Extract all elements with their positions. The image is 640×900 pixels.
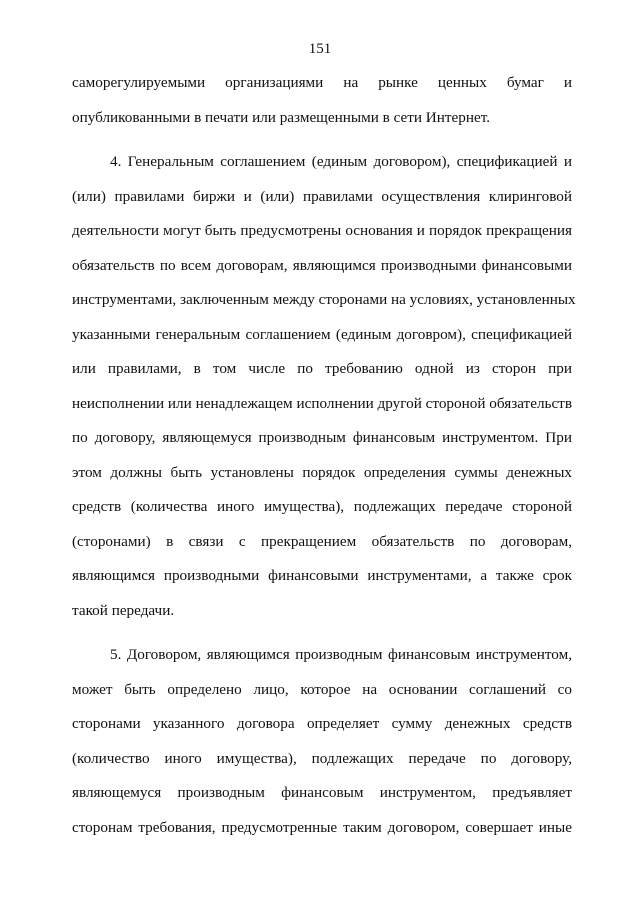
text-line: (или) правилами биржи и (или) правилами осуществления клиринговой — [72, 187, 572, 205]
text-line: 4. Генеральным соглашением (единым договором), спецификацией и — [110, 153, 572, 170]
text-line: обязательств по всем договорам, являющимся производными финансовыми — [72, 256, 572, 274]
text-line: саморегулируемыми организациями на рынке ценных бумаг и — [72, 74, 572, 91]
text-line: 5. Договором, являющимся производным финансовым инструментом, — [110, 646, 572, 663]
text-line: указанными генеральным соглашением (единым договром), спецификацией — [72, 325, 572, 343]
text-line: деятельности могут быть предусмотрены основания и порядок прекращения — [72, 222, 572, 239]
document-body — [72, 66, 576, 845]
text-line: инструментами, заключенным между сторонами на условиях, установленных — [72, 291, 576, 308]
paragraph-continuation — [72, 66, 572, 135]
paragraph-5 — [72, 638, 572, 845]
text-line: сторонами указанного договора определяет сумму денежных средств — [72, 715, 572, 732]
text-line: такой передачи. — [72, 601, 175, 619]
text-line: или правилами, в том числе по требованию одной из сторон при — [72, 360, 572, 377]
text-line: (количество иного имущества), подлежащих передаче по договору, — [72, 749, 572, 767]
text-line: являющимся производными финансовыми инструментами, а также срок — [72, 567, 572, 584]
paragraph-4 — [72, 145, 576, 628]
paragraph-gap — [72, 628, 572, 638]
text-line: являющемуся производным финансовым инструментом, предъявляет — [72, 784, 572, 801]
text-line: (сторонами) в связи с прекращением обязательств по договорам, — [72, 532, 572, 550]
text-line: неисполнении или ненадлежащем исполнении другой стороной обязательств — [72, 394, 572, 412]
text-line: может быть определено лицо, которое на основании соглашений со — [72, 680, 572, 698]
text-line: средств (количества иного имущества), подлежащих передаче стороной — [72, 498, 572, 515]
text-line: этом должны быть установлены порядок определения суммы денежных — [72, 463, 572, 481]
page-number: 151 — [308, 41, 332, 57]
text-line: по договору, являющемуся производным финансовым инструментом. При — [72, 429, 572, 446]
paragraph-gap — [72, 135, 572, 145]
text-line: опубликованными в печати или размещенными в сети Интернет. — [72, 108, 491, 126]
text-line: сторонам требования, предусмотренные таким договором, совершает иные — [72, 818, 572, 836]
